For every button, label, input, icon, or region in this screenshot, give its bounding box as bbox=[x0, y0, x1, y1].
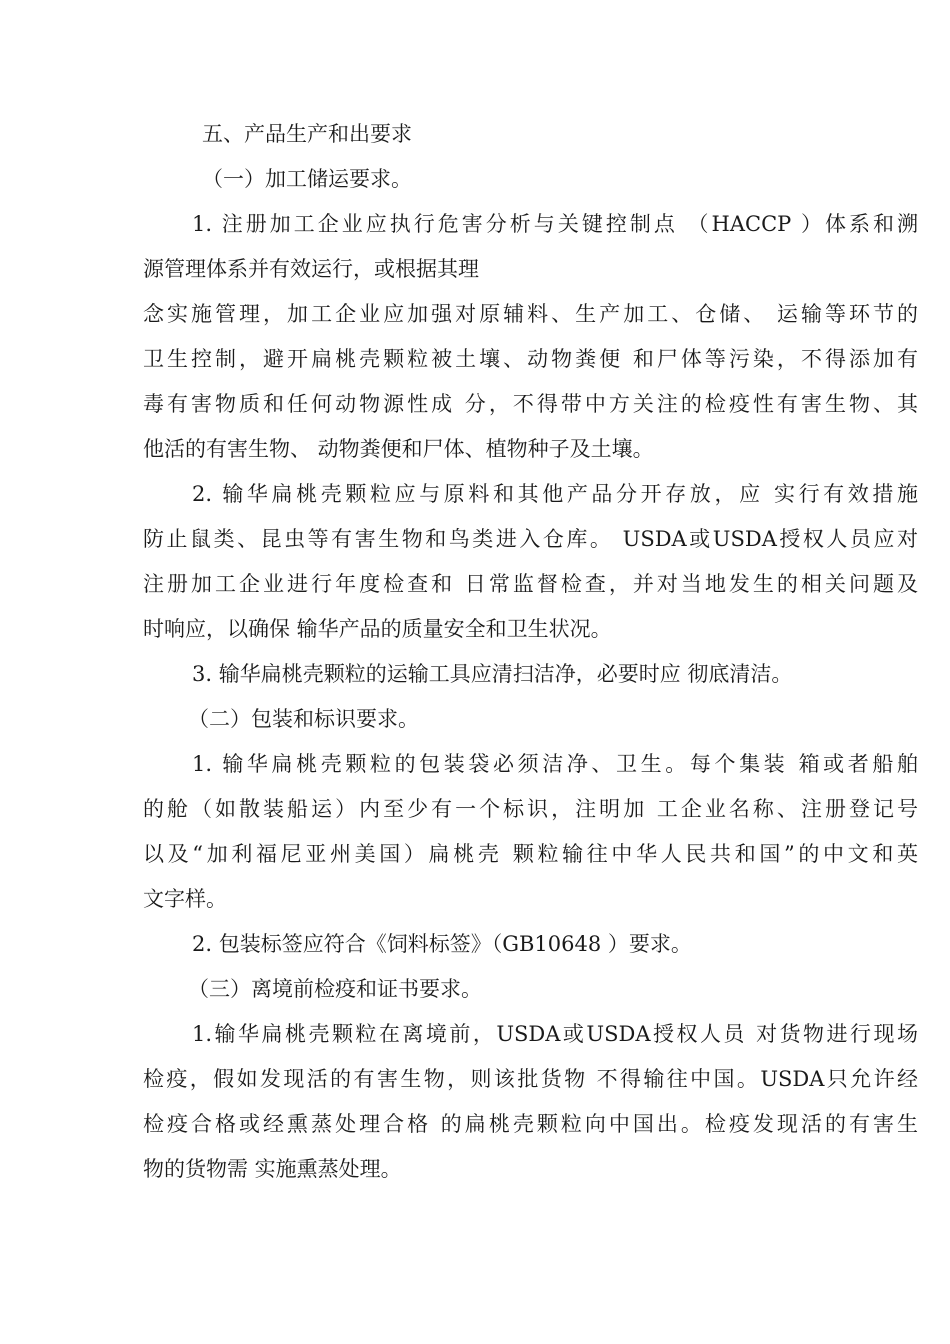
paragraph-line: 1.输华扁桃壳颗粒在离境前，USDA或USDA授权人员 对货物进行现场 bbox=[192, 1022, 918, 1046]
paragraph-line: 念实施管理，加工企业应加强对原辅料、生产加工、仓储、 运输等环节的 bbox=[143, 302, 918, 326]
subsection-title-quarantine: （三）离境前检疫和证书要求。 bbox=[188, 977, 482, 1001]
paragraph-line: 防止鼠类、昆虫等有害生物和鸟类进入仓库。 USDA或USDA授权人员应对 bbox=[143, 527, 918, 551]
paragraph-storage bbox=[143, 472, 918, 652]
paragraph-line: 1. 输华扁桃壳颗粒的包装袋必须洁净、卫生。每个集装 箱或者船舶 bbox=[192, 752, 918, 776]
subsection-title-processing: （一）加工储运要求。 bbox=[202, 167, 412, 191]
paragraph-line: 2. 输华扁桃壳颗粒应与原料和其他产品分开存放，应 实行有效措施 bbox=[192, 482, 918, 506]
paragraph-transport: 3. 输华扁桃壳颗粒的运输工具应清扫洁净，必要时应 彻底清洁。 bbox=[192, 662, 793, 686]
paragraph-haccp bbox=[143, 202, 918, 472]
paragraph-line: 毒有害物质和任何动物源性成 分，不得带中方关注的检疫性有害生物、其 bbox=[143, 392, 918, 416]
paragraph-line: 时响应，以确保 输华产品的质量安全和卫生状况。 bbox=[143, 617, 612, 641]
paragraph-line: 物的货物需 实施熏蒸处理。 bbox=[143, 1157, 402, 1181]
paragraph-line: 检疫，假如发现活的有害生物，则该批货物 不得输往中国。USDA只允许经 bbox=[143, 1067, 918, 1091]
paragraph-quarantine bbox=[143, 1012, 918, 1192]
paragraph-line: 1. 注册加工企业应执行危害分析与关键控制点 （HACCP ）体系和溯 bbox=[192, 212, 918, 236]
paragraph-line: 源管理体系并有效运行，或根据其理 bbox=[143, 257, 479, 281]
subsection-title-packaging: （二）包装和标识要求。 bbox=[188, 707, 419, 731]
paragraph-line: 注册加工企业进行年度检查和 日常监督检查，并对当地发生的相关问题及 bbox=[143, 572, 918, 596]
paragraph-packaging bbox=[143, 742, 918, 922]
paragraph-label: 2. 包装标签应符合《饲料标签》（GB10648 ）要求。 bbox=[192, 932, 692, 956]
paragraph-line: 检疫合格或经熏蒸处理合格 的扁桃壳颗粒向中国出。检疫发现活的有害生 bbox=[143, 1112, 918, 1136]
document-body bbox=[143, 112, 918, 1192]
paragraph-line: 以及“加利福尼亚州美国）扁桃壳 颗粒输往中华人民共和国”的中文和英 bbox=[143, 842, 918, 866]
paragraph-line: 文字样。 bbox=[143, 887, 227, 911]
paragraph-line: 的舱（如散装船运）内至少有一个标识，注明加 工企业名称、注册登记号 bbox=[143, 797, 918, 821]
paragraph-line: 他活的有害生物、 动物粪便和尸体、植物种子及土壤。 bbox=[143, 437, 654, 461]
section-title: 五、产品生产和出要求 bbox=[202, 122, 412, 146]
paragraph-line: 卫生控制，避开扁桃壳颗粒被土壤、动物粪便 和尸体等污染，不得添加有 bbox=[143, 347, 918, 371]
